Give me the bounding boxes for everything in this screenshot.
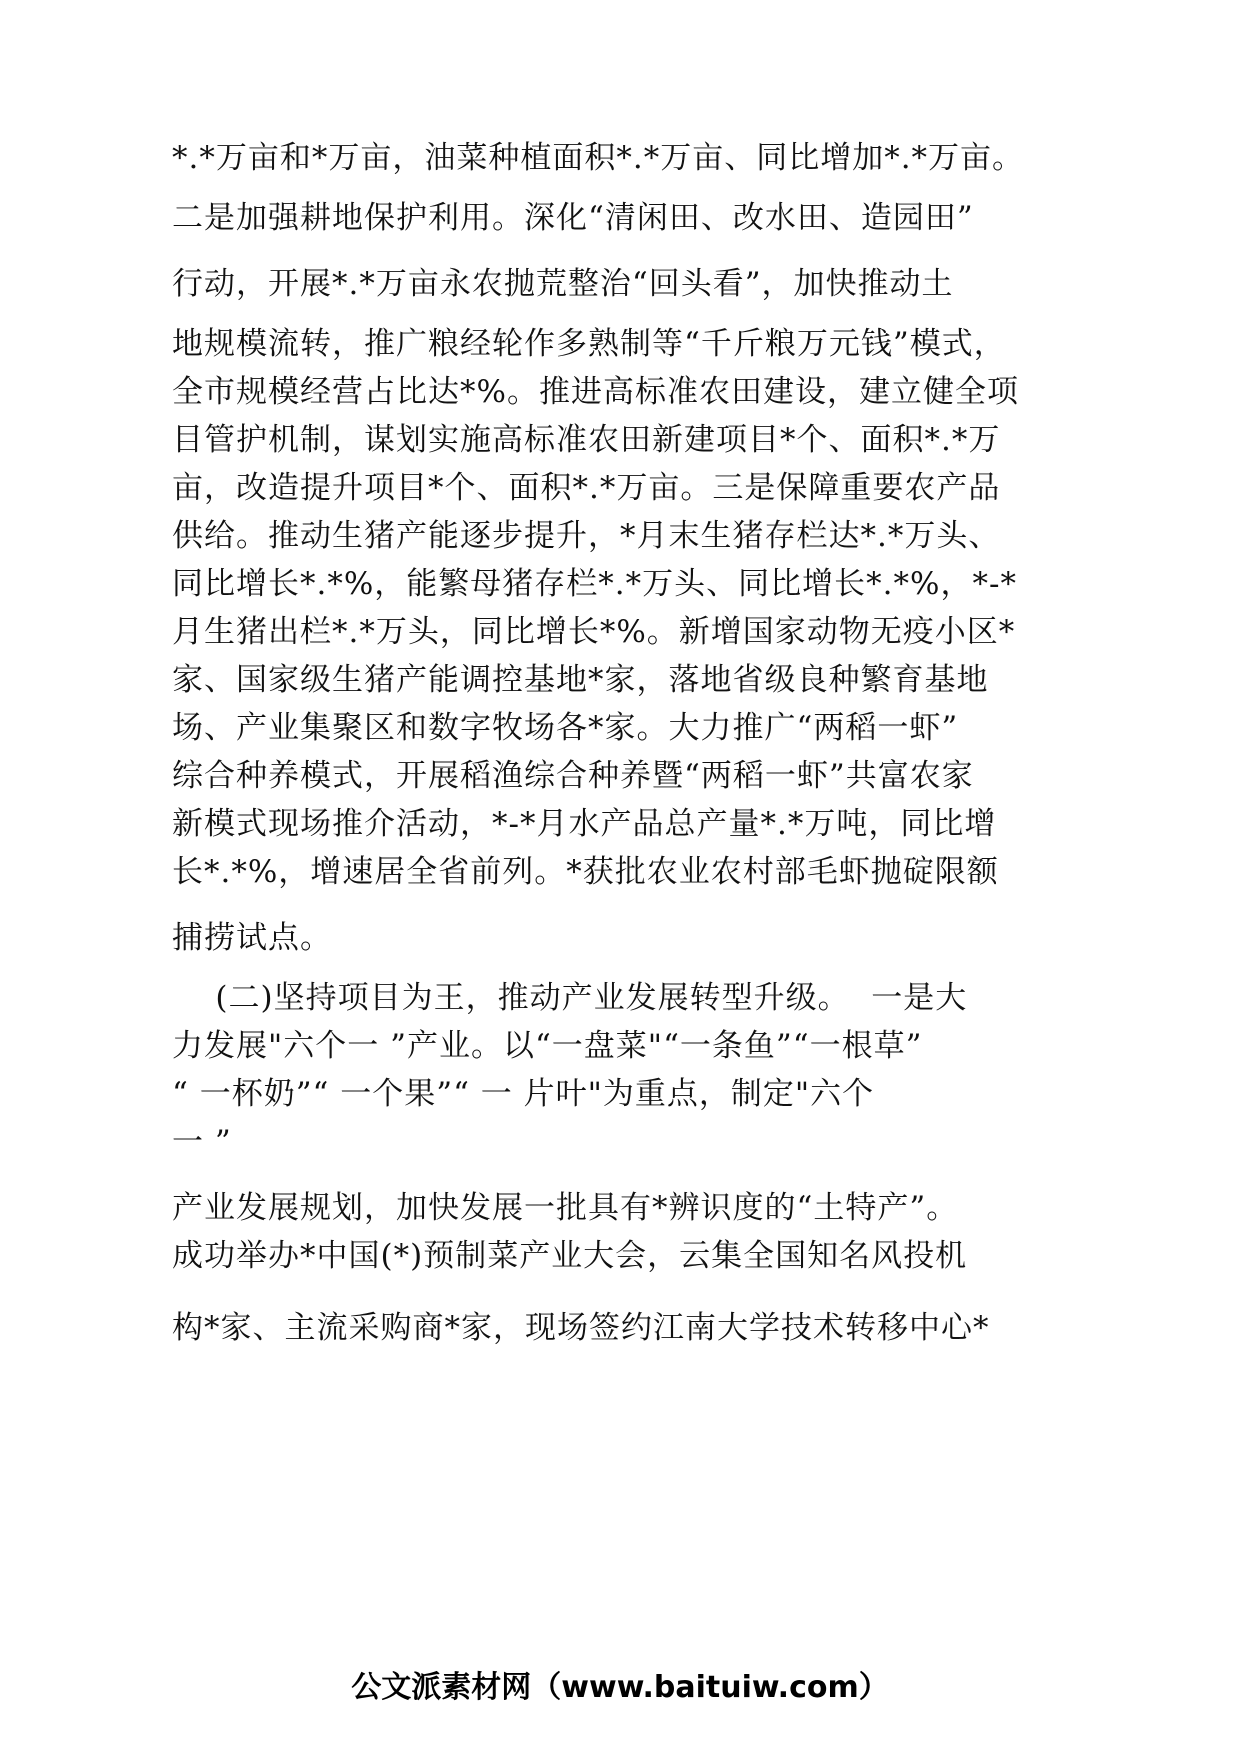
body-text-line: 同比增长*.*%，能繁母猪存栏*.*万头、同比增长*.*%，*-* xyxy=(172,566,1017,602)
body-text-line: 场、产业集聚区和数字牧场各*家。大力推广“两稻一虾” xyxy=(172,710,959,746)
body-text-line: 力发展"六个一 ”产业。以“一盘菜"“一条鱼”“一根草” xyxy=(172,1028,923,1064)
body-text-line: 月生猪出栏*.*万头，同比增长*%。新增国家动物无疫小区* xyxy=(172,614,1016,650)
body-text-line: 捕捞试点。 xyxy=(172,920,332,956)
body-text-line: *.*万亩和*万亩，油菜种植面积*.*万亩、同比增加*.*万亩。 xyxy=(172,140,1025,176)
body-text-line: 一 ” xyxy=(172,1124,232,1160)
body-text-line: 地规模流转，推广粮经轮作多熟制等“千斤粮万元钱”模式， xyxy=(172,326,1006,362)
section-heading-line: (二)坚持项目为王，推动产业发展转型升级。 一是大 xyxy=(172,980,968,1016)
footer-watermark-text: 公文派素材网（www.baituiw.com） xyxy=(351,1670,889,1705)
body-text-line: 成功举办*中国(*)预制菜产业大会，云集全国知名风投机 xyxy=(172,1238,968,1274)
body-text-line: 亩，改造提升项目*个、面积*.*万亩。三是保障重要农产品 xyxy=(172,470,1001,506)
body-text-line: 产业发展规划，加快发展一批具有*辨识度的“土特产”。 xyxy=(172,1190,959,1226)
body-text-line: 综合种养模式，开展稻渔综合种养暨“两稻一虾”共富农家 xyxy=(172,758,974,794)
body-text-line: 行动，开展*.*万亩永农抛荒整治“回头看”，加快推动土 xyxy=(172,266,954,302)
body-text-line: 长*.*%，增速居全省前列。*获批农业农村部毛虾抛碇限额 xyxy=(172,854,999,890)
body-text-line: 供给。推动生猪产能逐步提升，*月末生猪存栏达*.*万头、 xyxy=(172,518,1001,554)
body-text-line: 家、国家级生猪产能调控基地*家，落地省级良种繁育基地 xyxy=(172,662,989,698)
body-text-line: 新模式现场推介活动，*-*月水产品总产量*.*万吨，同比增 xyxy=(172,806,997,842)
body-text-line: “ 一杯奶”“ 一个果”“ 一 片叶"为重点，制定"六个 xyxy=(172,1076,875,1112)
body-text-line: 构*家、主流采购商*家，现场签约江南大学技术转移中心* xyxy=(172,1310,990,1346)
body-text-line: 目管护机制，谋划实施高标准农田新建项目*个、面积*.*万 xyxy=(172,422,1001,458)
body-text-line: 全市规模经营占比达*%。推进高标准农田建设，建立健全项 xyxy=(172,374,1019,410)
body-text-line: 二是加强耕地保护利用。深化“清闲田、改水田、造园田” xyxy=(172,200,974,236)
